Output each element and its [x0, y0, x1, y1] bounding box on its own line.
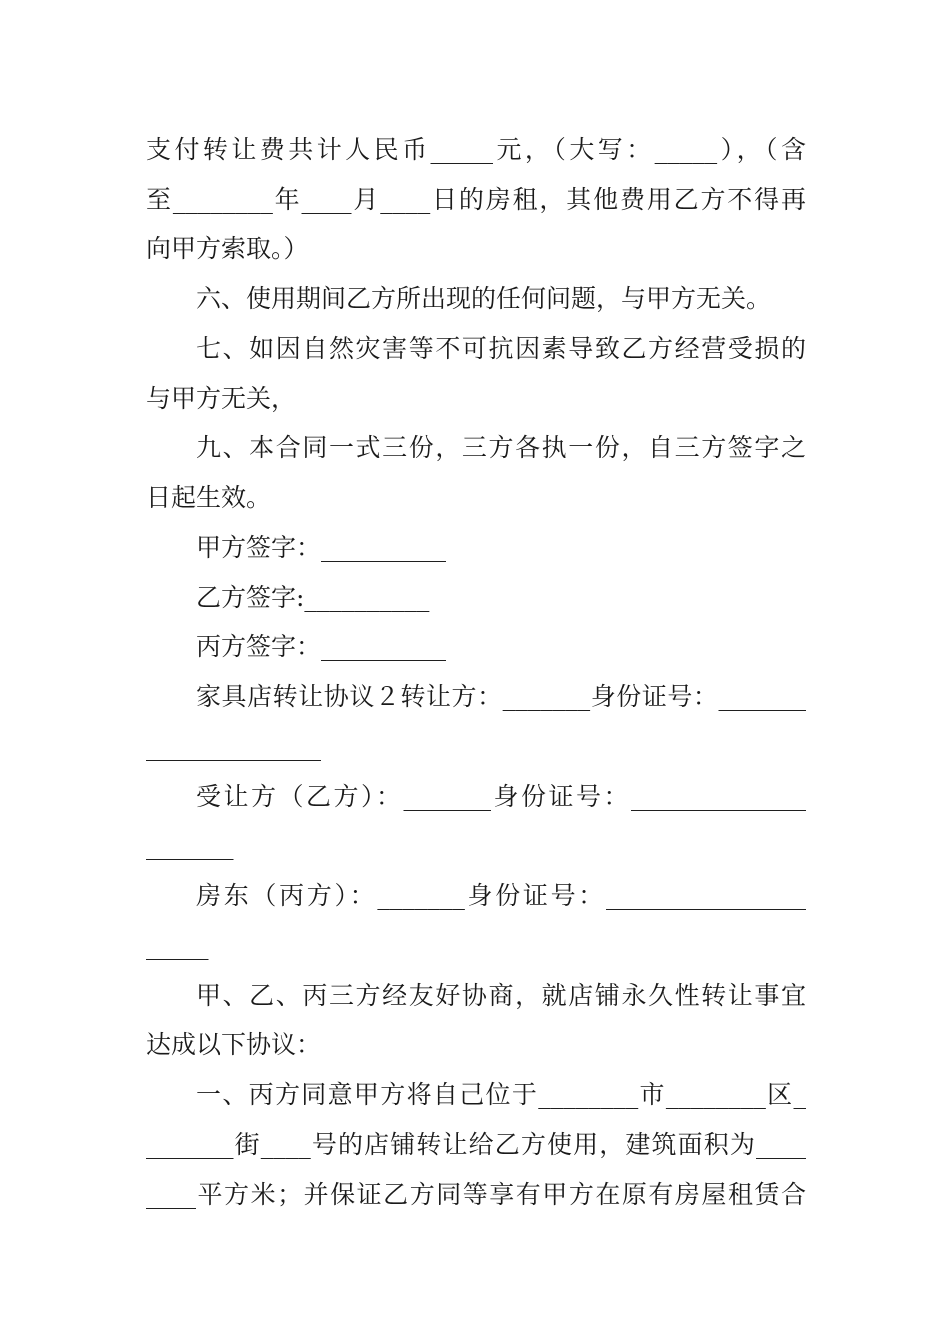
text-line: 九、本合同一式三份，三方各执一份，自三方签字之: [196, 433, 806, 462]
text-line: 日起生效。: [146, 483, 272, 512]
signature-line-party-b: 乙方签字:__________: [196, 583, 430, 612]
text-line: 七、如因自然灾害等不可抗因素导致乙方经营受损的: [196, 334, 806, 363]
text-line: 至________年____月____日的房租，其他费用乙方不得再: [146, 185, 806, 214]
text-line: 达成以下协议：: [146, 1030, 322, 1059]
text-line: 一、丙方同意甲方将自己位于________市________区_: [196, 1080, 806, 1109]
text-line: 家具店转让协议２转让方：_______身份证号：_______: [196, 682, 806, 711]
text-line: ______________: [146, 732, 321, 761]
text-line: _______: [146, 831, 234, 860]
text-line: 六、使用期间乙方所出现的任何问题，与甲方无关。: [196, 284, 772, 313]
text-line: 甲、乙、丙三方经友好协商，就店铺永久性转让事宜: [196, 981, 806, 1010]
text-line: _______街____号的店铺转让给乙方使用，建筑面积为____: [146, 1130, 806, 1159]
text-line: 受让方（乙方）：_______身份证号：______________: [196, 782, 806, 811]
signature-line-party-a: 甲方签字：__________: [196, 533, 447, 562]
text-line: ____平方米；并保证乙方同等享有甲方在原有房屋租赁合: [146, 1180, 806, 1209]
text-line: 向甲方索取。）: [146, 234, 309, 263]
signature-line-party-c: 丙方签字：__________: [196, 632, 447, 661]
text-line: 支付转让费共计人民币_____元，（大写：_____），（含: [146, 135, 806, 164]
text-line: 与甲方无关，: [146, 384, 297, 413]
text-line: 房东（丙方）：_______身份证号：________________: [196, 881, 806, 910]
text-line: _____: [146, 931, 209, 960]
